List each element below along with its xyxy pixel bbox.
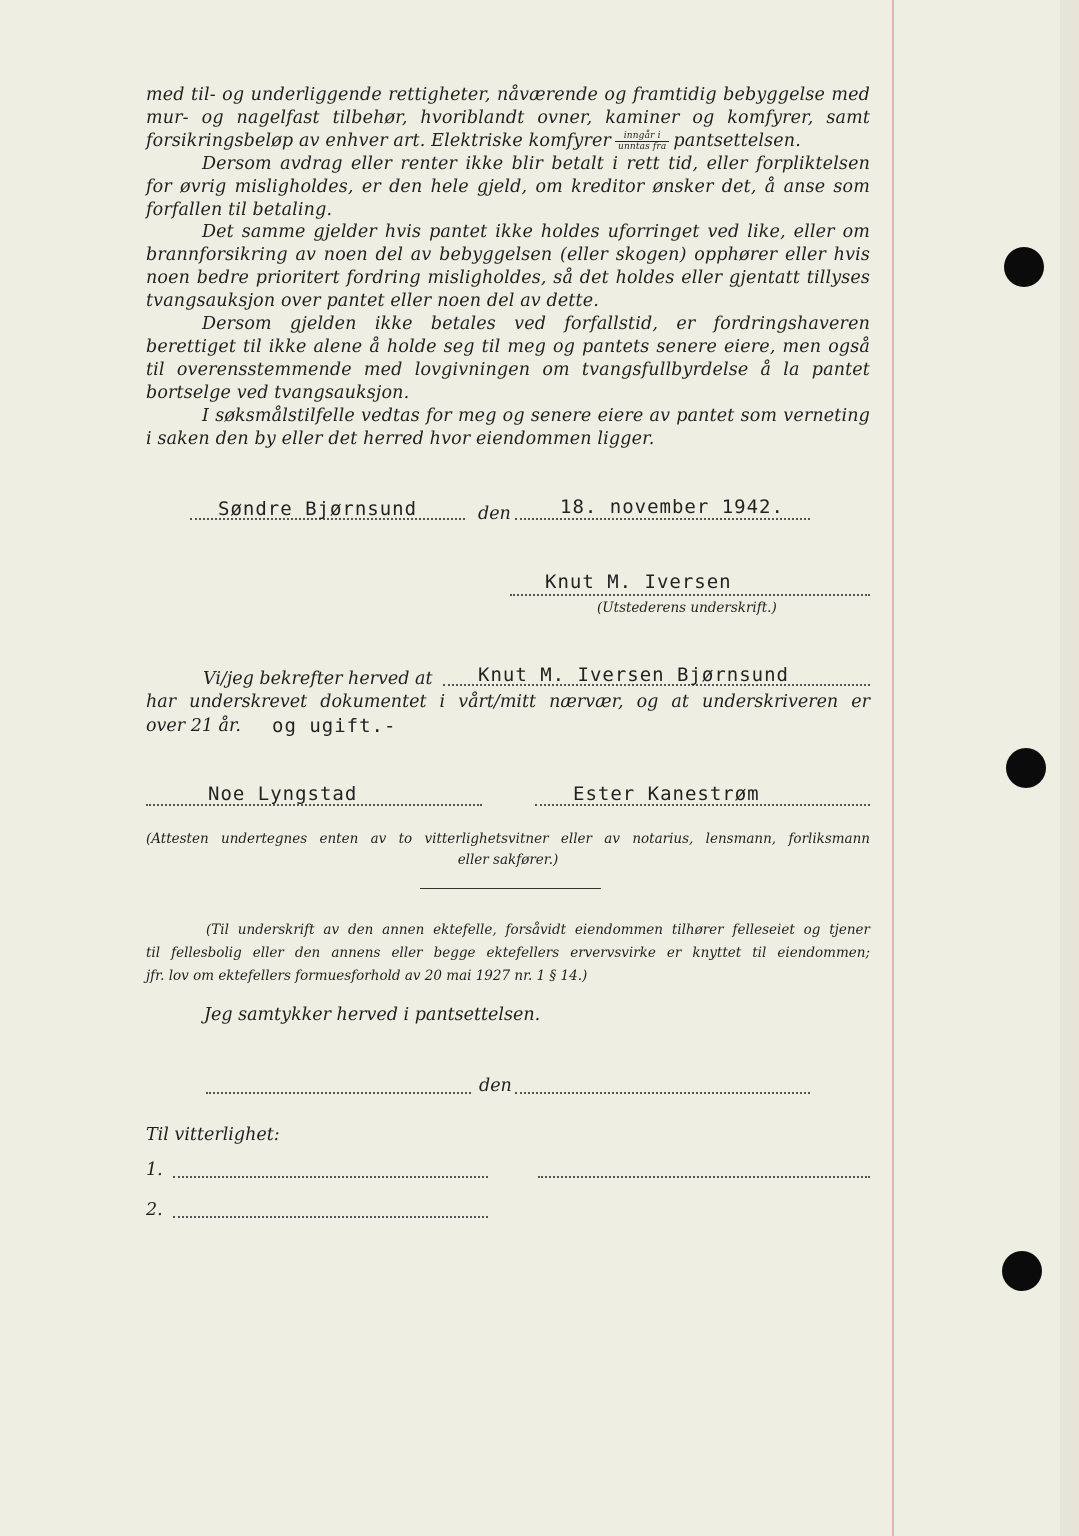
spouse-note-line1: (Til underskrift av den annen ektefelle, forsåvidt eiendommen tilhører felleseiet og tjener bbox=[206, 922, 870, 938]
issuer-dotted-line bbox=[510, 594, 870, 596]
witness-block-title: Til vitterlighet: bbox=[146, 1125, 280, 1145]
confirmation-lead: Vi/jeg bekrefter herved at bbox=[203, 669, 433, 689]
place-field: Søndre Bjørnsund bbox=[218, 498, 418, 520]
witness-line-2a bbox=[173, 1216, 488, 1218]
consent-den-label: den bbox=[479, 1076, 512, 1096]
paragraph-4: Dersom gjelden ikke betales ved forfallstid, er fordringshaveren berettiget til ikke alene å holde seg til meg og pantets senere eiere, men også til overensstemmende med lovgivningen om tvangsfullbyrdelse å la pantet bortselge ved tvangsauksjon. bbox=[146, 314, 870, 403]
issuer-caption: (Utstederens underskrift.) bbox=[597, 600, 777, 616]
witness-number-1: 1. bbox=[146, 1160, 163, 1180]
witness-line-1b bbox=[538, 1176, 870, 1178]
page-edge bbox=[1060, 0, 1079, 1536]
punch-hole bbox=[1006, 748, 1046, 788]
issuer-signature: Knut M. Iversen bbox=[545, 571, 732, 593]
margin-rule bbox=[892, 0, 894, 1536]
witness-line-1a bbox=[173, 1176, 488, 1178]
date-field: 18. november 1942. bbox=[560, 496, 784, 518]
punch-hole bbox=[1004, 247, 1044, 287]
confirmation-name: Knut M. Iversen Bjørnsund bbox=[478, 664, 789, 686]
witness1-signature: Noe Lyngstad bbox=[208, 783, 358, 805]
den-label: den bbox=[478, 504, 511, 524]
paragraph-2: Dersom avdrag eller renter ikke blir betalt i rett tid, eller forpliktelsen for øvrig misligholdes, er den hele gjeld, om kreditor ønsker det, å anse som forfallen til betaling. bbox=[146, 153, 870, 220]
date-dotted-line bbox=[515, 518, 810, 520]
consent-place-dotted-line bbox=[206, 1092, 471, 1094]
spouse-note-line3: jfr. lov om ektefellers formuesforhold av 20 mai 1927 nr. 1 § 14.) bbox=[146, 968, 588, 984]
fraction-choice: $\frac{\text{inngår i}}{\text{unntas fra}}$ bbox=[615, 131, 669, 152]
attestation-note-line1: (Attesten undertegnes enten av to vitterlighetsvitner eller av notarius, lensmann, forliksmann bbox=[146, 831, 870, 847]
divider bbox=[420, 888, 601, 889]
confirmation-addition: og ugift.- bbox=[272, 715, 397, 737]
witness-number-2: 2. bbox=[146, 1200, 163, 1220]
confirmation-line2: har underskrevet dokumentet i vårt/mitt nærvær, og at underskriveren er bbox=[146, 692, 870, 712]
confirmation-line3: over 21 år. bbox=[146, 716, 241, 736]
paragraph-5: I søksmålstilfelle vedtas for meg og senere eiere av pantet som verneting i saken den by eller det herred hvor eiendommen ligger. bbox=[146, 405, 870, 449]
paragraph-3: Det samme gjelder hvis pantet ikke holdes uforringet ved like, eller om brannforsikring av noen del av bebyggelsen (eller skogen) opphører eller hvis noen bedre prioritert fordring misligholdes, så det holdes eller gjentatt tillyses tvangsauksjon over pantet eller noen del av dette. bbox=[146, 222, 870, 312]
attestation-note-line2: eller sakfører.) bbox=[457, 852, 559, 868]
consent-text: Jeg samtykker herved i pantsettelsen. bbox=[204, 1005, 541, 1025]
paragraph-1: med til- og underliggende rettigheter, nåværende og framtidig bebyggelse med mur- og nagelfast tilbehør, hvoriblandt ovner, kaminer og komfyrer, samt forsikringsbeløp av enhver art. Elektriske komfyrer $\frac{\text{inngår i}}{\text{unntas fra}}$ pantsettelsen. bbox=[146, 85, 870, 152]
body-text bbox=[146, 84, 870, 451]
punch-hole bbox=[1002, 1251, 1042, 1291]
witness2-signature: Ester Kanestrøm bbox=[573, 783, 760, 805]
consent-date-dotted-line bbox=[515, 1092, 810, 1094]
spouse-note-line2: til fellesbolig eller den annens eller begge ektefellers ervervsvirke er knyttet til eiendommen; bbox=[146, 945, 870, 961]
